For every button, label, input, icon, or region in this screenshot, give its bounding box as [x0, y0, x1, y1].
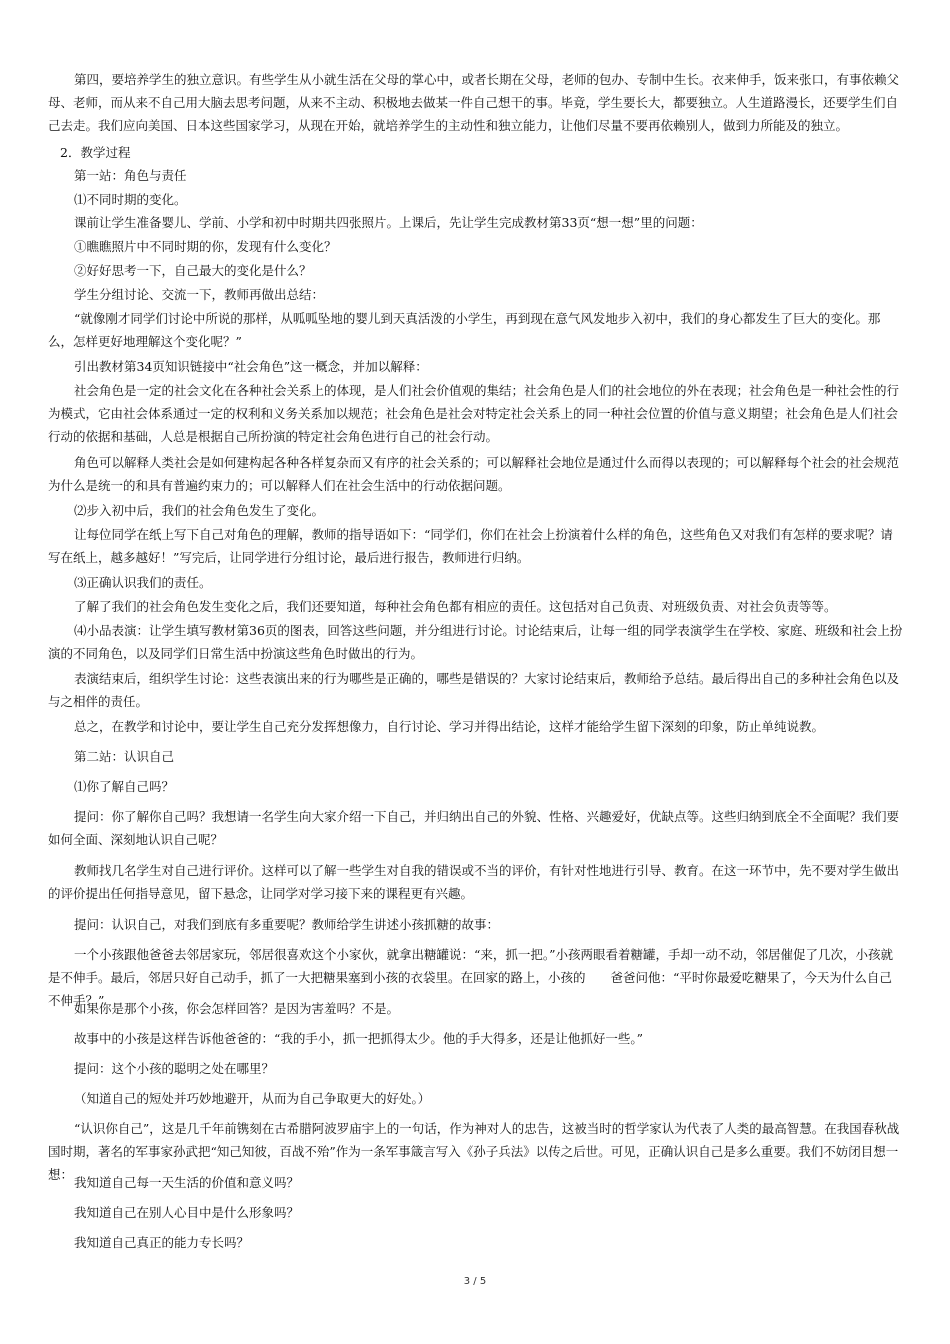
paragraph: ⑴你了解自己吗？: [74, 779, 175, 794]
paragraph: 提问：这个小孩的聪明之处在哪里？: [74, 1061, 275, 1076]
paragraph: 我知道自己每一天生活的价值和意义吗？: [74, 1175, 300, 1190]
paragraph: “认识你自己”，这是几千年前镌刻在古希腊阿波罗庙宇上的一句话，作为神对人的忠告，这被当时的哲学家认为代表了人类的最高智慧。在我国春秋战国时期，著名的军事家孙武把“知己知彼，百战不殆”作为一条军事箴言写入《孙子兵法》以传之后世。可见，正确认识自己是多么重要。我们不妨闭目想一想：: [48, 1121, 900, 1182]
section-heading: 2．教学过程: [60, 145, 131, 160]
paragraph: 提问：你了解你自己吗？我想请一名学生向大家介绍一下自己，并归纳出自己的外貌、性格、兴趣爱好，优缺点等。这些归纳到底全不全面呢？我们要如何全面、深刻地认识自己呢？: [48, 809, 900, 847]
paragraph: 一个小孩跟他爸爸去邻居家玩，邻居很喜欢这个小家伙，就拿出糖罐说：“来，抓一把。”小孩两眼看着糖罐，手却一动不动，邻居催促了几次，小孩就是不伸手。最后，邻居只好自己动手，抓了一大把糖果塞到小孩的衣袋里。在回家的路上，小孩的 爸爸问他：“平时你最爱吃糖果了，今天为什么自己不伸手？”: [48, 947, 894, 1008]
paragraph: “就像刚才同学们讨论中所说的那样，从呱呱坠地的婴儿到天真活泼的小学生，再到现在意气风发地步入初中，我们的身心都发生了巨大的变化。那么，怎样更好地理解这个变化呢？”: [48, 311, 881, 349]
paragraph: 了解了我们的社会角色发生变化之后，我们还要知道，每种社会角色都有相应的责任。这包括对自己负责、对班级负责、对社会负责等等。: [74, 599, 837, 614]
paragraph: 故事中的小孩是这样告诉他爸爸的：“我的手小，抓一把抓得太少。他的手大得多，还是让他抓好一些。”: [74, 1031, 644, 1046]
paragraph: 角色可以解释人类社会是如何建构起各种各样复杂而又有序的社会关系的；可以解释社会地位是通过什么而得以表现的；可以解释每个社会的社会规范为什么是统一的和具有普遍约束力的；可以解释人们在社会生活中的行动依据问题。: [48, 455, 900, 493]
paragraph: 教师找几名学生对自己进行评价。这样可以了解一些学生对自我的错误或不当的评价，有针对性地进行引导、教育。在这一环节中，先不要对学生做出的评价提出任何指导意见，留下悬念，让同学对学习接下来的课程更有兴趣。: [48, 863, 900, 901]
paragraph: 如果你是那个小孩，你会怎样回答？是因为害羞吗？不是。: [74, 1001, 400, 1016]
paragraph: 总之，在教学和讨论中，要让学生自己充分发挥想像力，自行讨论、学习并得出结论，这样才能给学生留下深刻的印象，防止单纯说教。: [74, 719, 825, 734]
subsection-heading: 第二站：认识自己: [74, 749, 175, 764]
paragraph: 我知道自己在别人心目中是什么形象吗？: [74, 1205, 300, 1220]
paragraph: ②好好思考一下，自己最大的变化是什么？: [74, 263, 312, 278]
paragraph: 我知道自己真正的能力专长吗？: [74, 1235, 250, 1250]
paragraph: ⑴不同时期的变化。: [74, 192, 187, 207]
paragraph: 表演结束后，组织学生讨论：这些表演出来的行为哪些是正确的，哪些是错误的？大家讨论结束后，教师给予总结。最后得出自己的多种社会角色以及与之相伴的责任。: [48, 671, 900, 709]
paragraph: ⑶正确认识我们的责任。: [74, 575, 212, 590]
paragraph: ⑷小品表演：让学生填写教材第36页的图表，回答这些问题，并分组进行讨论。讨论结束后，让每一组的同学表演学生在学校、家庭、班级和社会上扮演的不同角色，以及同学们日常生活中扮演这些角色时做出的行为。: [48, 623, 903, 661]
paragraph: 第四，要培养学生的独立意识。有些学生从小就生活在父母的掌心中，或者长期在父母，老师的包办、专制中生长。衣来伸手，饭来张口，有事依赖父母、老师，而从来不自己用大脑去思考问题，从来不主动、积极地去做某一件自己想干的事。毕竟，学生要长大，都要独立。人生道路漫长，还要学生们自己去走。我们应向美国、日本这些国家学习，从现在开始，就培养学生的主动性和独立能力，让他们尽量不要再依赖别人，做到力所能及的独立。: [48, 72, 900, 133]
paragraph: 让每位同学在纸上写下自己对角色的理解，教师的指导语如下：“同学们，你们在社会上扮演着什么样的角色，这些角色又对我们有怎样的要求呢？请写在纸上，越多越好！”写完后，让同学进行分组讨论，最后进行报告，教师进行归纳。: [48, 527, 893, 565]
paragraph: 学生分组讨论、交流一下，教师再做出总结：: [74, 287, 325, 302]
paragraph: ⑵步入初中后，我们的社会角色发生了变化。: [74, 503, 325, 518]
paragraph: 课前让学生准备婴儿、学前、小学和初中时期共四张照片。上课后，先让学生完成教材第33页“想一想”里的问题：: [74, 215, 703, 230]
page-number: 3 / 5: [463, 1276, 487, 1287]
paragraph: 社会角色是一定的社会文化在各种社会关系上的体现，是人们社会价值观的集结；社会角色是人们的社会地位的外在表现；社会角色是一种社会性的行为模式，它由社会体系通过一定的权利和义务关系加以规范；社会角色是社会对特定社会关系上的同一种社会位置的价值与意义期望；社会角色是人们社会行动的依据和基础，人总是根据自己所扮演的特定社会角色进行自己的社会行动。: [48, 383, 900, 444]
subsection-heading: 第一站：角色与责任: [74, 168, 187, 183]
paragraph: ①瞧瞧照片中不同时期的你，发现有什么变化？: [74, 239, 337, 254]
paragraph: （知道自己的短处并巧妙地避开，从而为自己争取更大的好处。）: [74, 1091, 431, 1106]
paragraph: 提问：认识自己，对我们到底有多重要呢？教师给学生讲述小孩抓糖的故事：: [74, 917, 500, 932]
paragraph: 引出教材第34页知识链接中“社会角色”这一概念，并加以解释：: [74, 359, 428, 374]
